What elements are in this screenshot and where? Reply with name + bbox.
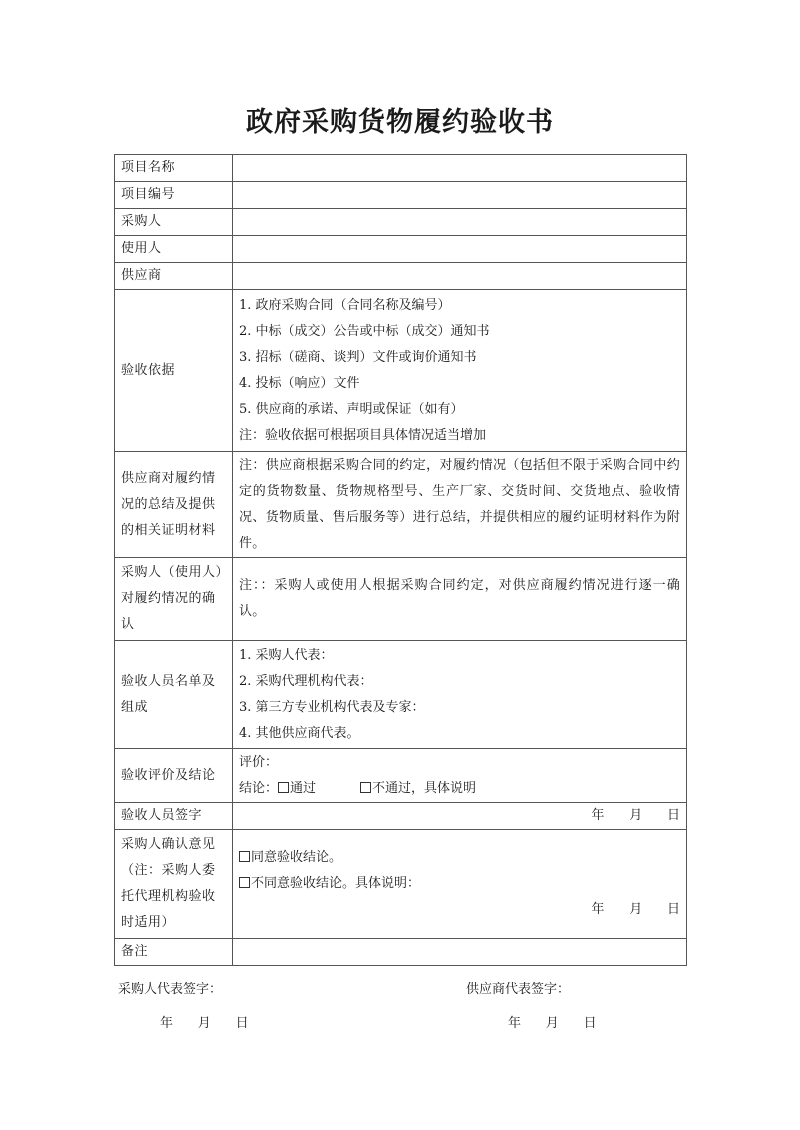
- label-members: 验收人员名单及组成: [115, 641, 233, 749]
- label-purchaser: 采购人: [115, 209, 233, 236]
- agree-label: 同意验收结论。: [251, 850, 343, 865]
- label-user: 使用人: [115, 236, 233, 263]
- label-supplier: 供应商: [115, 263, 233, 290]
- field-project-no[interactable]: [233, 182, 687, 209]
- checkbox-icon[interactable]: [239, 851, 250, 862]
- members-list: [233, 641, 687, 749]
- page-title: 政府采购货物履约验收书: [246, 107, 554, 138]
- row-user: [115, 236, 687, 263]
- basis-item: 3. 招标（磋商、谈判）文件或询价通知书: [239, 349, 477, 365]
- label-supplier-summary: 供应商对履约情况的总结及提供的相关证明材料: [115, 452, 233, 558]
- row-basis: [115, 290, 687, 452]
- disagree-option[interactable]: [239, 871, 680, 897]
- checkbox-icon[interactable]: [360, 782, 371, 793]
- purchaser-confirm-note[interactable]: 注：：采购人或使用人根据采购合同约定，对供应商履约情况进行逐一确认。: [233, 558, 687, 641]
- purchaser-sign-label: 采购人代表签字：: [118, 982, 223, 997]
- row-purchaser-opinion: [115, 830, 687, 939]
- disagree-label: 不同意验收结论。具体说明：: [251, 876, 421, 891]
- pass-option[interactable]: [278, 776, 316, 802]
- label-remarks: 备注: [115, 939, 233, 966]
- basis-list: [233, 290, 687, 452]
- conclusion-line: [239, 776, 680, 802]
- label-purchaser-opinion: 采购人确认意见（注：采购人委托代理机构验收时适用）: [115, 830, 233, 939]
- basis-item: 4. 投标（响应）文件: [239, 375, 360, 391]
- row-supplier-summary: [115, 452, 687, 558]
- field-purchaser[interactable]: [233, 209, 687, 236]
- label-project-no: 项目编号: [115, 182, 233, 209]
- supplier-sign-label: 供应商代表签字：: [466, 982, 571, 997]
- checkbox-icon[interactable]: [278, 782, 289, 793]
- row-signature: [115, 803, 687, 830]
- member-item: 3. 第三方专业机构代表及专家：: [239, 699, 425, 715]
- checkbox-icon[interactable]: [239, 877, 250, 888]
- field-remarks[interactable]: [233, 939, 687, 966]
- row-members: [115, 641, 687, 749]
- member-item: 2. 采购代理机构代表：: [239, 673, 373, 689]
- label-basis: 验收依据: [115, 290, 233, 452]
- row-remarks: [115, 939, 687, 966]
- fail-option[interactable]: [360, 776, 476, 802]
- basis-item: 2. 中标（成交）公告或中标（成交）通知书: [239, 323, 490, 339]
- row-supplier: [115, 263, 687, 290]
- label-evaluation: 验收评价及结论: [115, 749, 233, 803]
- purchaser-opinion-cell: [233, 830, 687, 939]
- supplier-summary-note[interactable]: 注：供应商根据采购合同的约定，对履约情况（包括但不限于采购合同中约定的货物数量、货物规格型号、生产厂家、交货时间、交货地点、验收情况、货物质量、售后服务等）进行总结，并提供相应的履约证明材料作为附件。: [233, 452, 687, 558]
- field-supplier[interactable]: [233, 263, 687, 290]
- purchaser-opinion-date[interactable]: 年 月 日: [591, 902, 680, 917]
- fail-label: 不通过，具体说明: [372, 780, 477, 796]
- row-project-name: [115, 155, 687, 182]
- acceptance-form-table: [114, 154, 687, 966]
- row-evaluation: [115, 749, 687, 803]
- basis-note: 注：验收依据可根据项目具体情况适当增加: [239, 427, 487, 443]
- supplier-sign-date[interactable]: 年 月 日: [508, 1016, 597, 1031]
- agree-option[interactable]: [239, 845, 680, 871]
- field-user[interactable]: [233, 236, 687, 263]
- evaluation-cell: [233, 749, 687, 803]
- label-project-name: 项目名称: [115, 155, 233, 182]
- field-project-name[interactable]: [233, 155, 687, 182]
- member-item: 4. 其他供应商代表。: [239, 725, 360, 741]
- row-purchaser: [115, 209, 687, 236]
- purchaser-sign-date[interactable]: 年 月 日: [160, 1016, 249, 1031]
- basis-item: 1. 政府采购合同（合同名称及编号）: [239, 297, 451, 313]
- label-signature: 验收人员签字: [115, 803, 233, 830]
- pass-label: 通过: [290, 780, 317, 796]
- member-item: 1. 采购人代表：: [239, 647, 334, 663]
- evaluation-label: 评价：: [239, 754, 279, 770]
- conclusion-label: 结论：: [239, 780, 279, 796]
- basis-item: 5. 供应商的承诺、声明或保证（如有）: [239, 401, 464, 417]
- row-purchaser-confirm: [115, 558, 687, 641]
- row-project-no: [115, 182, 687, 209]
- signature-date[interactable]: 年 月 日: [233, 803, 687, 830]
- label-purchaser-confirm: 采购人（使用人）对履约情况的确认: [115, 558, 233, 641]
